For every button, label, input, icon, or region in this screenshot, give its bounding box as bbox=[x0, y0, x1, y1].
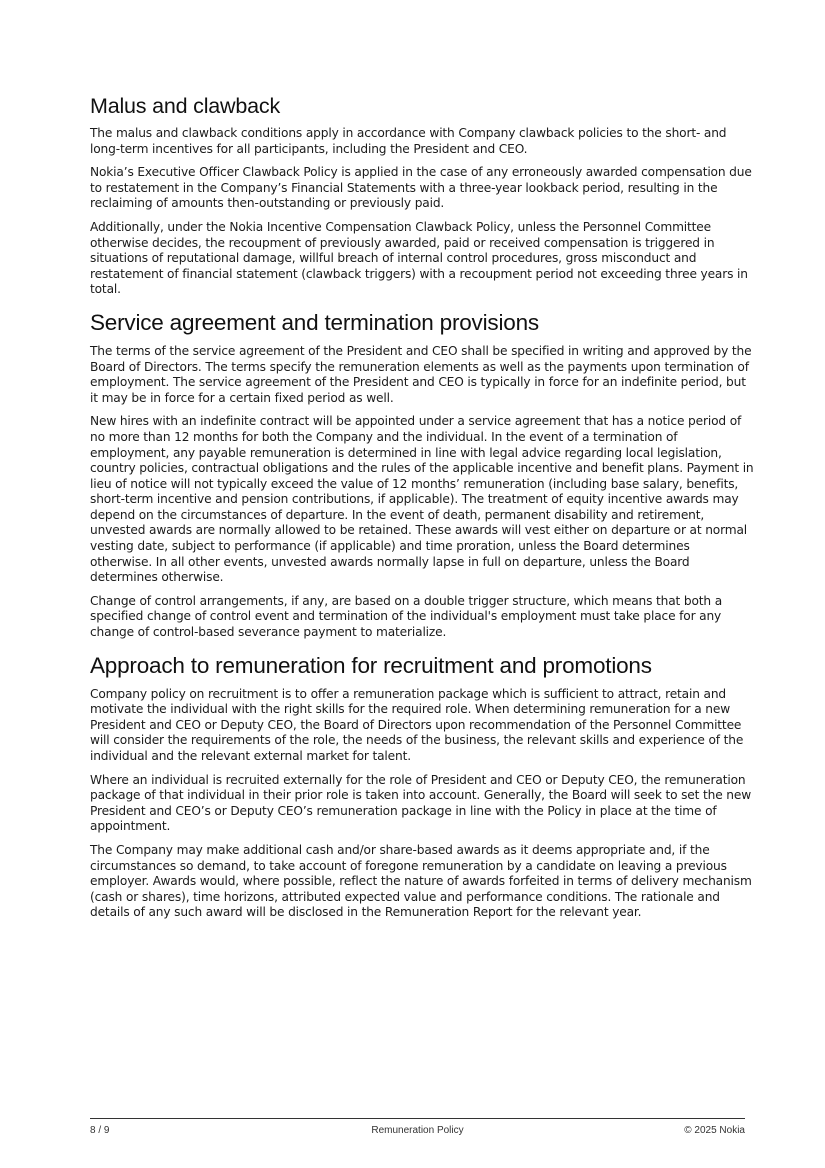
footer-copyright: © 2025 Nokia bbox=[684, 1125, 745, 1136]
paragraph: The terms of the service agreement of the President and CEO shall be specified in writing and approved by the Board of Directors. The terms specify the remuneration elements as well as the payments upon termination of employment. The service agreement of the President and CEO is typically in force for an indefinite period, but it may be in force for a certain fixed period as well. bbox=[90, 343, 752, 405]
paragraph: Additionally, under the Nokia Incentive Compensation Clawback Policy, unless the Personnel Committee otherwise decides, the recoupment of previously awarded, paid or received compensation is triggered in situations of reputational damage, willful breach of internal control procedures, gross misconduct and restatement of financial statement (clawback triggers) with a recoupment period not exceeding three years in total. bbox=[90, 219, 748, 297]
paragraph: Nokia’s Executive Officer Clawback Policy is applied in the case of any erroneously awarded compensation due to restatement in the Company’s Financial Statements with a three-year lookback period, resulting in the reclaiming of amounts then-outstanding or previously paid. bbox=[90, 165, 752, 211]
paragraph: Change of control arrangements, if any, are based on a double trigger structure, which means that both a specified change of control event and termination of the individual's employment must take place for any change of control-based severance payment to materialize. bbox=[90, 593, 723, 640]
paragraph: Where an individual is recruited externally for the role of President and CEO or Deputy CEO, the remuneration package of that individual in their prior role is taken into account. Generally, the Board will seek to set the new President and CEO’s or Deputy CEO’s remuneration package in line with the Policy in place at the time of appointment. bbox=[90, 772, 752, 834]
section-malus-clawback bbox=[90, 92, 754, 298]
section-heading: Service agreement and termination provisions bbox=[90, 309, 539, 335]
paragraph: The malus and clawback conditions apply in accordance with Company clawback policies to the short- and long-term incentives for all participants, including the President and CEO. bbox=[90, 126, 727, 156]
footer-page-number: 8 / 9 bbox=[90, 1125, 110, 1136]
page-footer bbox=[90, 1118, 745, 1136]
paragraph: New hires with an indefinite contract will be appointed under a service agreement that has a notice period of no more than 12 months for both the Company and the individual. In the event of a termination of employment, any payable remuneration is determined in line with legal advice regarding local legislation, country policies, contractual obligations and the rules of the applicable incentive and benefit plans. Payment in lieu of notice will not typically exceed the value of 12 months’ remuneration (including base salary, benefits, short-term incentive and pension contributions, if applicable). The treatment of equity incentive awards may depend on the circumstances of departure. In the event of death, permanent disability and retirement, unvested awards are normally allowed to be retained. These awards will vest either on departure or at normal vesting date, subject to performance (if applicable) and time proration, unless the Board determines otherwise. In all other events, unvested awards normally lapse in full on departure, unless the Board determines otherwise. bbox=[90, 414, 754, 585]
paragraph: The Company may make additional cash and/or share-based awards as it deems appropriate and, if the circumstances so demand, to take account of foregone remuneration by a candidate on leaving a previous employer. Awards would, where possible, reflect the nature of awards forfeited in terms of delivery mechanism (cash or shares), time horizons, attributed expected value and performance conditions. The rationale and details of any such award will be disclosed in the Remuneration Report for the relevant year. bbox=[90, 842, 752, 920]
section-heading: Malus and clawback bbox=[90, 94, 280, 118]
page-content bbox=[90, 92, 754, 929]
paragraph: Company policy on recruitment is to offer a remuneration package which is sufficient to attract, retain and motivate the individual with the right skills for the required role. When determining remuneration for a new President and CEO or Deputy CEO, the Board of Directors upon recommendation of the Personnel Committee will consider the requirements of the role, the needs of the business, the relevant skills and experience of the individual and the relevant external market for talent. bbox=[90, 686, 744, 763]
section-heading: Approach to remuneration for recruitment and promotions bbox=[90, 652, 652, 678]
section-recruitment-promotions bbox=[90, 651, 754, 921]
section-service-agreement bbox=[90, 308, 754, 641]
footer-document-title: Remuneration Policy bbox=[371, 1125, 464, 1136]
